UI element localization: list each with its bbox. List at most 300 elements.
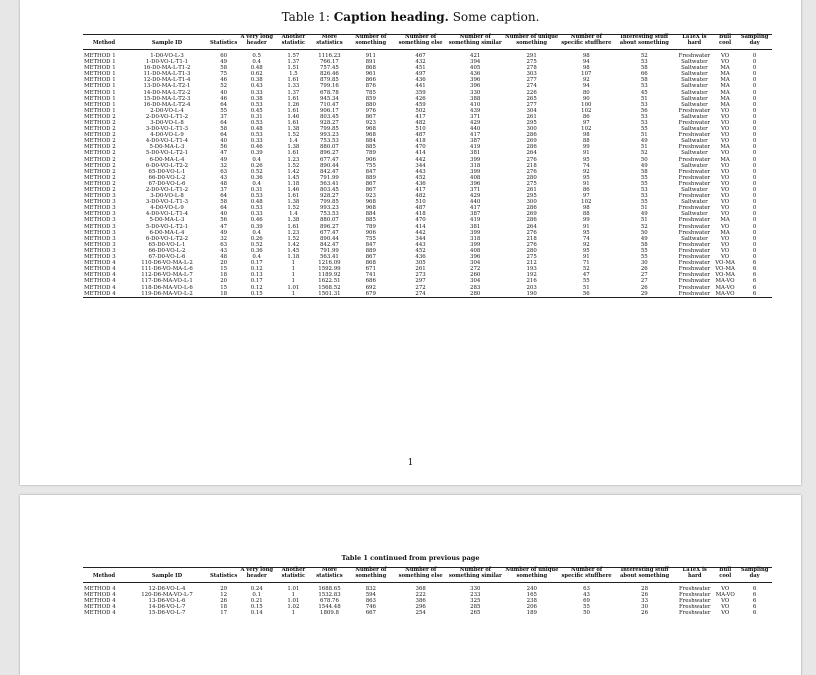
table-cell: 260 — [470, 272, 481, 279]
table-cell: 29 — [613, 291, 676, 298]
table-cell: METHOD 3 — [84, 193, 116, 200]
table-cell: 318 — [470, 162, 481, 169]
table-cell: 304 — [470, 260, 481, 267]
table-cell: 753.53 — [319, 138, 339, 145]
table-cell: 417 — [470, 132, 481, 139]
table-cell: 67-D0-VO-L-6 — [148, 180, 186, 187]
table-cell: 1.61 — [287, 95, 300, 102]
table-cell: 5-D0-VO-L-T2-1 — [145, 150, 189, 157]
table-cell: METHOD 2 — [84, 126, 116, 133]
table-cell: 1 — [291, 266, 296, 273]
table-cell: METHOD 4 — [84, 592, 116, 599]
table-cell: METHOD 4 — [84, 604, 116, 611]
table-cell: 961 — [365, 71, 376, 78]
table-cell: 49 — [640, 235, 648, 242]
table-cell: 785 — [365, 89, 376, 96]
table-cell: Freshwater — [676, 291, 713, 298]
column-header: More statistics — [312, 35, 348, 50]
table-cell: 65-D0-VO-L-1 — [148, 168, 186, 175]
table-cell: 190 — [503, 291, 559, 298]
table-cell: 55 — [640, 199, 648, 206]
table-cell: 863 — [365, 598, 376, 605]
table-cell: 1622.51 — [318, 278, 341, 285]
table-cell: 13-D6-VO-L-6 — [148, 598, 186, 605]
table-cell: 261 — [526, 187, 537, 193]
table-cell: MA — [720, 229, 730, 236]
table-cell: 212 — [526, 260, 537, 267]
table-cell: 0 — [752, 83, 757, 90]
table-cell: 387 — [470, 211, 481, 218]
table-cell: 1.42 — [287, 241, 300, 248]
table-cell: 879.85 — [319, 77, 339, 84]
table-cell: 2-D0-VO-L-4 — [150, 107, 184, 114]
table-cell: 0.31 — [250, 187, 263, 193]
table-cell: 1568.52 — [318, 284, 341, 291]
table-cell: 757.45 — [319, 65, 339, 72]
table-cell: 1.38 — [287, 199, 300, 206]
table-cell: Freshwater — [678, 174, 711, 181]
table-cell: 441 — [415, 83, 426, 90]
table-cell: 58 — [640, 168, 648, 175]
table-cell: VO — [720, 138, 730, 145]
table-cell: 0.21 — [250, 598, 263, 605]
table-cell: 344 — [415, 235, 426, 242]
table-cell: 418 — [415, 138, 426, 145]
table-cell: VO — [721, 585, 730, 592]
table-cell: 0.4 — [252, 59, 261, 66]
table-cell: 285 — [470, 604, 481, 611]
table-cell: 99 — [582, 144, 590, 151]
caption-heading: Caption heading. — [333, 10, 449, 24]
table-cell: 226 — [526, 89, 537, 96]
column-header: More statistics — [312, 568, 348, 583]
table-cell: 56 — [220, 144, 228, 151]
table-cell: Saltwater — [681, 199, 708, 206]
table-cell: 12 — [220, 592, 228, 599]
table-cell: 803.45 — [319, 113, 339, 120]
table-cell: 0 — [752, 205, 757, 212]
table-cell: 291 — [526, 52, 537, 59]
table-cell: 1.01 — [287, 598, 300, 605]
table-cell: Saltwater — [681, 95, 708, 102]
table-cell: 896.27 — [319, 150, 339, 157]
table-cell: METHOD 3 — [84, 205, 116, 212]
table-cell: 254 — [415, 610, 426, 617]
table-cell: 399 — [470, 241, 481, 248]
table-cell: Saltwater — [681, 71, 708, 78]
table-cell: 906 — [365, 156, 376, 163]
table-cell: 286 — [526, 144, 537, 151]
table-cell: 0.53 — [250, 205, 263, 212]
table-cell: 467 — [415, 52, 426, 59]
table-cell: 11-D0-MA-L-T1-3 — [143, 71, 191, 78]
table-cell: METHOD 4 — [84, 585, 116, 592]
table-cell: 45 — [640, 89, 648, 96]
table-cell: 283 — [470, 284, 481, 291]
table-cell: 261 — [526, 113, 537, 120]
table-cell: 399 — [470, 156, 481, 163]
table-cell: 303 — [526, 71, 537, 78]
table-cell: Freshwater — [678, 284, 711, 291]
table-cell: 0.53 — [250, 119, 263, 126]
table-cell: 417 — [415, 187, 426, 193]
table-cell: 405 — [470, 65, 481, 72]
table-cell: 0 — [752, 150, 757, 157]
table-cell: VO — [720, 150, 730, 157]
table-cell: 275 — [526, 180, 537, 187]
table-cell: 119-D6-MA-VO-L-2 — [125, 291, 209, 298]
table-cell: 0.4 — [252, 229, 261, 236]
table-cell: 102 — [581, 107, 592, 114]
table-cell: 1 — [291, 272, 296, 279]
table-cell: Freshwater — [678, 205, 711, 212]
table-cell: 203 — [526, 284, 537, 291]
table-cell: Freshwater — [678, 592, 711, 599]
table-cell: METHOD 2 — [84, 150, 116, 157]
table-cell: 439 — [470, 107, 481, 114]
table-cell: 48 — [220, 180, 228, 187]
table-cell: Saltwater — [681, 162, 708, 169]
table-cell: 889 — [365, 247, 376, 254]
table-cell: 56 — [640, 107, 648, 114]
table-cell: 27 — [640, 272, 648, 279]
table-cell: 17 — [220, 610, 228, 617]
table-cell: 118-D6-MA-VO-L-6 — [141, 284, 193, 291]
table-cell: 890.44 — [319, 235, 339, 242]
table-cell: VO — [720, 211, 730, 218]
table-cell: 55 — [640, 174, 648, 181]
table-cell: 417 — [415, 113, 426, 120]
table-cell: 277 — [526, 77, 537, 84]
table-cell: 442 — [415, 229, 426, 236]
table-cell: 58 — [640, 241, 648, 248]
table-cell: METHOD 3 — [84, 241, 116, 248]
table-cell: 710.47 — [319, 101, 339, 108]
table-cell: 304 — [470, 278, 481, 285]
table-cell: 510 — [415, 126, 426, 133]
table-cell: 276 — [526, 168, 537, 175]
table-cell: 273 — [415, 272, 426, 279]
table-cell: 906 — [365, 229, 376, 236]
table-cell: 387 — [470, 138, 481, 145]
table-cell: VO — [720, 168, 730, 175]
table-cell: METHOD 3 — [84, 229, 116, 236]
table-row — [83, 291, 772, 298]
table-cell: 0.33 — [250, 138, 263, 145]
table-cell: Freshwater — [678, 168, 711, 175]
table-cell: 278 — [526, 65, 537, 72]
table-cell: 1688.65 — [318, 585, 341, 592]
table-cell: 66-D0-VO-L-2 — [148, 174, 186, 181]
table-cell: 86 — [582, 113, 590, 120]
column-header: Number of something — [347, 35, 394, 50]
table-cell: VO — [720, 107, 730, 114]
table-cell: 318 — [470, 235, 481, 242]
table-cell: 0.53 — [250, 132, 263, 139]
table-cell: 0 — [752, 138, 757, 145]
table-cell: Freshwater — [678, 241, 711, 248]
table-cell: 884 — [365, 211, 376, 218]
table-cell: 74 — [582, 162, 590, 169]
table-cell: 47 — [582, 272, 590, 279]
table-cell: 58 — [220, 126, 228, 133]
table-cell: 443 — [415, 241, 426, 248]
table-cell: 53 — [640, 193, 648, 200]
table-row — [83, 49, 772, 59]
table-cell: 4-D0-VO-L-9 — [150, 205, 184, 212]
table-cell: 95 — [582, 229, 590, 236]
table-cell: 396 — [470, 77, 481, 84]
table-cell: 6 — [752, 260, 757, 267]
table-cell: METHOD 2 — [84, 113, 116, 120]
table-cell: 52 — [640, 223, 648, 230]
table-cell: METHOD 2 — [84, 162, 116, 169]
table-cell: 16-D0-MA-L-T2-4 — [143, 101, 191, 108]
table-cell: 295 — [526, 119, 537, 126]
table-cell: 470 — [415, 144, 426, 151]
table-cell: 968 — [365, 199, 376, 206]
table-cell: 497 — [415, 71, 426, 78]
table-cell: 111-D6-VO-MA-L-6 — [141, 266, 193, 273]
table-cell: 847 — [365, 168, 376, 175]
table-cell: 0.15 — [250, 604, 263, 611]
column-header: Number of specific stuffhere — [560, 568, 613, 583]
table-cell: 67-D0-VO-L-6 — [148, 254, 186, 261]
table-cell: 5-D0-MA-L-3 — [149, 217, 185, 224]
table-cell: 1.23 — [287, 229, 300, 236]
table-cell: 18 — [209, 291, 238, 298]
table-cell: 396 — [470, 180, 481, 187]
caption-label: Table 1: — [281, 10, 330, 24]
table-cell: METHOD 2 — [84, 138, 116, 145]
table-cell: 48 — [220, 254, 228, 261]
table-cell: 49 — [640, 138, 648, 145]
table-cell: 399 — [470, 229, 481, 236]
table-cell: 3-D0-VO-L-8 — [150, 119, 184, 126]
page-1 — [20, 0, 801, 485]
table-cell: VO-MA — [715, 260, 735, 267]
table-cell: METHOD 3 — [84, 211, 116, 218]
table-cell: 993.23 — [319, 132, 339, 139]
table-cell: 95 — [582, 174, 590, 181]
table-cell: 43 — [220, 247, 228, 254]
table-cell: 286 — [526, 205, 537, 212]
table-cell: 1 — [275, 291, 311, 298]
table-cell: 47 — [220, 150, 228, 157]
table-cell: VO — [721, 598, 730, 605]
table-cell: Saltwater — [681, 187, 708, 193]
table-cell: 0 — [752, 193, 757, 200]
table-cell: 0.17 — [250, 260, 263, 267]
table-cell: METHOD 4 — [84, 610, 116, 617]
table-cell: VO — [720, 180, 730, 187]
table-cell: Freshwater — [678, 107, 711, 114]
table-cell: 0.17 — [250, 278, 263, 285]
table-cell: 276 — [526, 156, 537, 163]
header-row — [83, 568, 772, 583]
table-cell: 502 — [415, 107, 426, 114]
table-cell: 5-D0-VO-L-T2-1 — [145, 223, 189, 230]
table-cell: 826.46 — [319, 71, 339, 78]
table-cell: 563.41 — [319, 180, 339, 187]
table-cell: 63 — [220, 241, 228, 248]
table-cell: 56 — [220, 217, 228, 224]
table-cell: 594 — [365, 592, 376, 599]
table-cell: 1.51 — [287, 65, 300, 72]
table-cell: METHOD 3 — [84, 254, 116, 261]
table-cell: 117-D6-MA-VO-L-1 — [141, 278, 193, 285]
table-cell: 0 — [752, 113, 757, 120]
table-cell: 880 — [365, 101, 376, 108]
table-cell: 1.52 — [287, 162, 300, 169]
table-cell: METHOD 1 — [84, 59, 116, 66]
table-cell: VO-MA — [715, 266, 735, 273]
table-cell: 26 — [640, 284, 648, 291]
table-cell: 408 — [470, 174, 481, 181]
table-cell: VO — [720, 235, 730, 242]
table-cell: METHOD 2 — [84, 119, 116, 126]
table-cell: 52 — [220, 83, 228, 90]
table-cell: 26 — [641, 592, 649, 599]
table-cell: 1.01 — [287, 585, 300, 592]
table-cell: 0.43 — [250, 83, 263, 90]
table-cell: 30 — [641, 604, 649, 611]
table-cell: 0.45 — [250, 107, 263, 114]
table-cell: 112-D6-VO-MA-L-7 — [141, 272, 193, 279]
table-cell: Freshwater — [678, 260, 711, 267]
table-cell: 885 — [365, 144, 376, 151]
table-cell: 66-D0-VO-L-2 — [148, 247, 186, 254]
table-cell: 272 — [415, 284, 426, 291]
table-cell: 120-D6-MA-VO-L-7 — [141, 592, 193, 599]
table-cell: 40 — [220, 211, 228, 218]
table-cell: 65-D0-VO-L-1 — [148, 241, 186, 248]
table-cell: 891 — [365, 59, 376, 66]
table-cell: 0 — [752, 254, 757, 261]
table-cell: 53 — [640, 101, 648, 108]
column-header: Sampling day — [737, 568, 772, 583]
table-cell: 275 — [526, 254, 537, 261]
column-header: Another statistic — [275, 568, 311, 583]
table-cell: 1.45 — [287, 174, 300, 181]
table-cell: 330 — [470, 585, 481, 592]
table-cell: 867 — [365, 254, 376, 261]
table-cell: 803.45 — [319, 187, 339, 193]
table-cell: 206 — [526, 604, 537, 611]
table-cell: Freshwater — [678, 156, 711, 163]
table-cell: MA-VO — [715, 278, 735, 285]
table-cell: 1-D0-VO-L-T1-1 — [145, 59, 189, 66]
table-cell: METHOD 1 — [84, 101, 116, 108]
table-cell: 33 — [641, 598, 649, 605]
table-cell: 0.1 — [252, 592, 261, 599]
table-cell: 2-D0-VO-L-T1-2 — [145, 113, 189, 120]
table-cell: 421 — [470, 52, 481, 59]
table-cell: VO — [720, 132, 730, 139]
table-cell: 30 — [640, 260, 648, 267]
table-cell: METHOD 2 — [84, 174, 116, 181]
table-cell: 69 — [583, 598, 590, 605]
table-cell: 43 — [220, 174, 228, 181]
table-cell: MA — [720, 83, 730, 90]
data-table — [83, 34, 772, 298]
table-row — [83, 610, 772, 616]
column-header: Number of something similar — [447, 35, 504, 50]
table-cell: 753.53 — [319, 211, 339, 218]
table-cell: Freshwater — [678, 585, 711, 592]
table-cell: 359 — [415, 89, 426, 96]
table-cell: 868 — [365, 260, 376, 267]
table-cell: Saltwater — [681, 77, 708, 84]
table-cell: Freshwater — [678, 223, 711, 230]
table-cell: 14-D6-VO-L-7 — [148, 604, 186, 611]
table-cell: VO — [720, 187, 730, 193]
table-cell: VO-MA — [715, 272, 735, 279]
table-cell: 240 — [526, 585, 537, 592]
table-cell: 264 — [526, 223, 537, 230]
table-cell: 0.48 — [250, 126, 263, 133]
column-header: Statistics — [209, 35, 238, 50]
table-cell: 0.24 — [250, 585, 263, 592]
table-cell: 396 — [470, 254, 481, 261]
table-cell: 100 — [581, 101, 592, 108]
table-cell: 928.27 — [319, 119, 339, 126]
table-cell: 923 — [365, 193, 376, 200]
table-cell: 381 — [470, 223, 481, 230]
table-cell: 26 — [641, 610, 649, 617]
table-cell: Saltwater — [681, 113, 708, 120]
table-cell: 791.99 — [319, 247, 339, 254]
table-cell: 1.61 — [287, 77, 300, 84]
table-cell: MA-VO — [715, 592, 735, 599]
table-cell: 0 — [752, 180, 757, 187]
table-cell: 1.37 — [287, 89, 300, 96]
table-cell: 842.47 — [319, 168, 339, 175]
table-cell: 55 — [220, 107, 228, 114]
table-cell: 276 — [526, 241, 537, 248]
table-cell: MA-VO — [713, 291, 737, 298]
table-cell: 280 — [447, 291, 504, 298]
table-cell: 12-D6-VO-L-4 — [148, 585, 186, 592]
table-cell: 1.52 — [287, 235, 300, 242]
table-cell: 677.47 — [319, 229, 339, 236]
table-cell: 300 — [526, 199, 537, 206]
table-cell: 677.47 — [319, 156, 339, 163]
table-cell: 4-D0-VO-L-T1-4 — [145, 211, 189, 218]
table-cell: VO — [720, 205, 730, 212]
table-cell: 5-D0-MA-L-3 — [149, 144, 185, 151]
table-cell: 265 — [470, 610, 481, 617]
table-cell: 218 — [526, 162, 537, 169]
table-cell: 482 — [415, 193, 426, 200]
table-cell: 0.46 — [250, 144, 263, 151]
table-cell: 50 — [640, 229, 648, 236]
table-cell: 29 — [220, 585, 228, 592]
table-cell: 0 — [752, 132, 757, 139]
table-cell: METHOD 4 — [83, 291, 125, 298]
table-cell: 92 — [582, 241, 590, 248]
table-cell: 330 — [470, 89, 481, 96]
table-cell: Freshwater — [678, 272, 711, 279]
table-cell: 1.61 — [287, 107, 300, 114]
table-cell: 1.01 — [287, 284, 300, 291]
table-cell: 0 — [752, 223, 757, 230]
table-cell: 47 — [220, 223, 228, 230]
table-cell: 64 — [220, 205, 228, 212]
table-cell: 799.85 — [319, 199, 339, 206]
table-cell: METHOD 1 — [84, 77, 116, 84]
table-cell: 432 — [415, 59, 426, 66]
